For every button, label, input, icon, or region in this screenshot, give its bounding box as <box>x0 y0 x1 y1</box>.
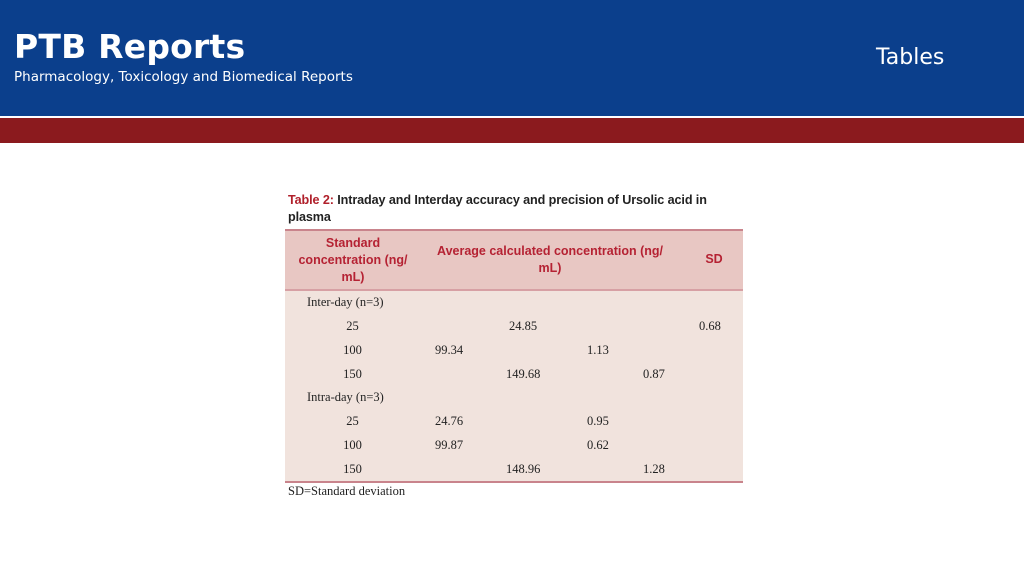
journal-title: PTB Reports <box>14 27 246 66</box>
table-cell-avg: 24.76 <box>435 414 464 428</box>
table-cell-std: 25 <box>346 414 359 428</box>
table-cell-sd: 1.28 <box>643 462 665 476</box>
section-label: Tables <box>876 45 945 70</box>
column-header-average-concentration: Average calculated concentration (ng/ mL) <box>437 244 663 275</box>
table-header-row <box>285 231 743 291</box>
table-cell-avg: 99.34 <box>435 343 464 357</box>
journal-subtitle: Pharmacology, Toxicology and Biomedical Reports <box>14 69 353 85</box>
table-cell-std: 100 <box>343 438 362 452</box>
table-cell-avg: 149.68 <box>506 367 541 381</box>
data-table <box>285 229 743 483</box>
table-cell-avg: 148.96 <box>506 462 541 476</box>
table-figure <box>285 192 743 498</box>
table-caption-lead: Table 2: <box>288 193 334 207</box>
table-cell-std: 150 <box>343 462 362 476</box>
table-cell-sd: 0.87 <box>643 367 665 381</box>
table-cell-avg: 99.87 <box>435 438 464 452</box>
table-cell-sd: 0.95 <box>587 414 609 428</box>
table-cell-sd: 1.13 <box>587 343 609 357</box>
table-footnote: SD=Standard deviation <box>288 484 406 498</box>
accent-bar <box>0 118 1024 143</box>
group-label-intra-day: Intra-day (n=3) <box>307 390 384 404</box>
column-header-standard-concentration: Standard concentration (ng/ mL) <box>298 236 408 284</box>
table-cell-std: 150 <box>343 367 362 381</box>
table-caption <box>288 192 743 226</box>
table-cell-std: 100 <box>343 343 362 357</box>
group-label-inter-day: Inter-day (n=3) <box>307 295 384 309</box>
table-cell-std: 25 <box>346 319 359 333</box>
table-cell-sd: 0.68 <box>699 319 721 333</box>
column-header-sd: SD <box>705 252 723 266</box>
table-caption-text: Intraday and Interday accuracy and precision of Ursolic acid in plasma <box>288 193 707 224</box>
table-cell-avg: 24.85 <box>509 319 538 333</box>
site-header <box>0 0 1024 116</box>
table-cell-sd: 0.62 <box>587 438 609 452</box>
